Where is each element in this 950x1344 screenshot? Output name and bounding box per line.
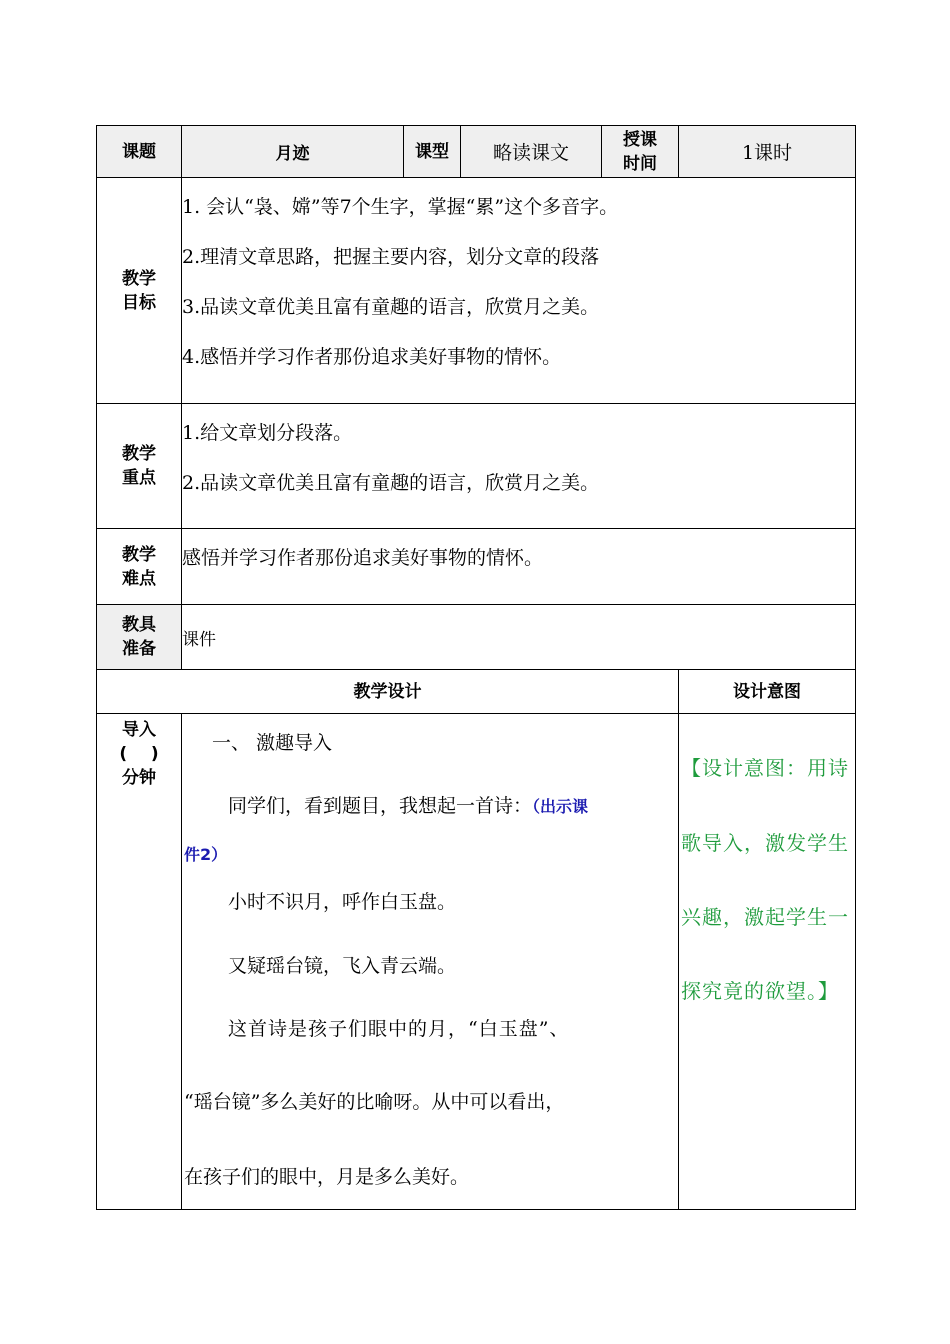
intent-line: 歌导入，激发学生 — [681, 831, 849, 855]
poem-line: 小时不识月，呼作白玉盘。 — [228, 891, 457, 913]
stage-minutes-blank: ( ) — [119, 744, 159, 764]
difficulties-row — [97, 529, 856, 605]
design-header: 教学设计 — [97, 670, 679, 714]
type-label: 课型 — [404, 126, 461, 178]
intent-line: 兴趣，激起学生一 — [681, 905, 849, 929]
tools-label: 教具准备 — [97, 605, 182, 670]
courseware-note: （出示课 — [532, 797, 589, 816]
topic-value: 月迹 — [182, 126, 404, 178]
key-point-item: 2.品读文章优美且富有童趣的语言，欣赏月之美。 — [182, 472, 600, 494]
goals-label: 教学目标 — [97, 178, 182, 404]
key-points-label: 教学重点 — [97, 404, 182, 529]
goal-item: 3.品读文章优美且富有童趣的语言，欣赏月之美。 — [182, 296, 600, 318]
goal-item: 1. 会认“袅、嫦”等7个生字，掌握“累”这个多音字。 — [182, 196, 619, 218]
tools-row — [97, 605, 856, 670]
intro-text: 同学们，看到题目，我想起一首诗： — [228, 795, 533, 817]
type-value: 略读课文 — [461, 126, 602, 178]
intent-line: 【设计意图：用诗 — [681, 756, 849, 780]
topic-label: 课题 — [97, 126, 182, 178]
tools-text: 课件 — [182, 605, 856, 670]
poem-line: 又疑瑶台镜，飞入青云端。 — [228, 955, 457, 977]
goal-item: 4.感悟并学习作者那份追求美好事物的情怀。 — [182, 346, 562, 368]
courseware-note-cont: 件2） — [184, 845, 228, 864]
design-header-row — [97, 670, 856, 714]
goal-item: 2.理清文章思路，把握主要内容，划分文章的段落 — [182, 246, 600, 268]
difficulties-text: 感悟并学习作者那份追求美好事物的情怀。 — [182, 547, 544, 569]
difficulties-label: 教学难点 — [97, 529, 182, 605]
header-row — [97, 126, 856, 178]
intent-header: 设计意图 — [679, 670, 856, 714]
stage-label — [97, 714, 182, 1210]
intent-line: 探究竟的欲望。】 — [681, 979, 839, 1003]
goals-row — [97, 178, 856, 404]
key-point-item: 1.给文章划分段落。 — [182, 422, 353, 444]
stage-line: 导入 — [122, 720, 156, 740]
design-content — [182, 714, 679, 1210]
design-paragraph: 这首诗是孩子们眼中的月，“白玉盘”、 — [228, 1018, 570, 1040]
key-points-row — [97, 404, 856, 529]
goals-list — [182, 178, 856, 404]
design-paragraph — [228, 791, 588, 818]
design-content-row — [97, 714, 856, 1210]
key-points-list — [182, 404, 856, 529]
lesson-plan-table — [96, 125, 856, 1210]
time-label: 授课时间 — [602, 126, 679, 178]
difficulties-cell — [182, 529, 856, 605]
design-paragraph: 在孩子们的眼中，月是多么美好。 — [184, 1166, 470, 1188]
time-value: 1课时 — [679, 126, 856, 178]
intent-content — [679, 714, 856, 1210]
section-title: 一、 激趣导入 — [212, 732, 333, 754]
stage-line: 分钟 — [122, 768, 156, 788]
design-paragraph: “瑶台镜”多么美好的比喻呀。从中可以看出， — [184, 1091, 565, 1113]
